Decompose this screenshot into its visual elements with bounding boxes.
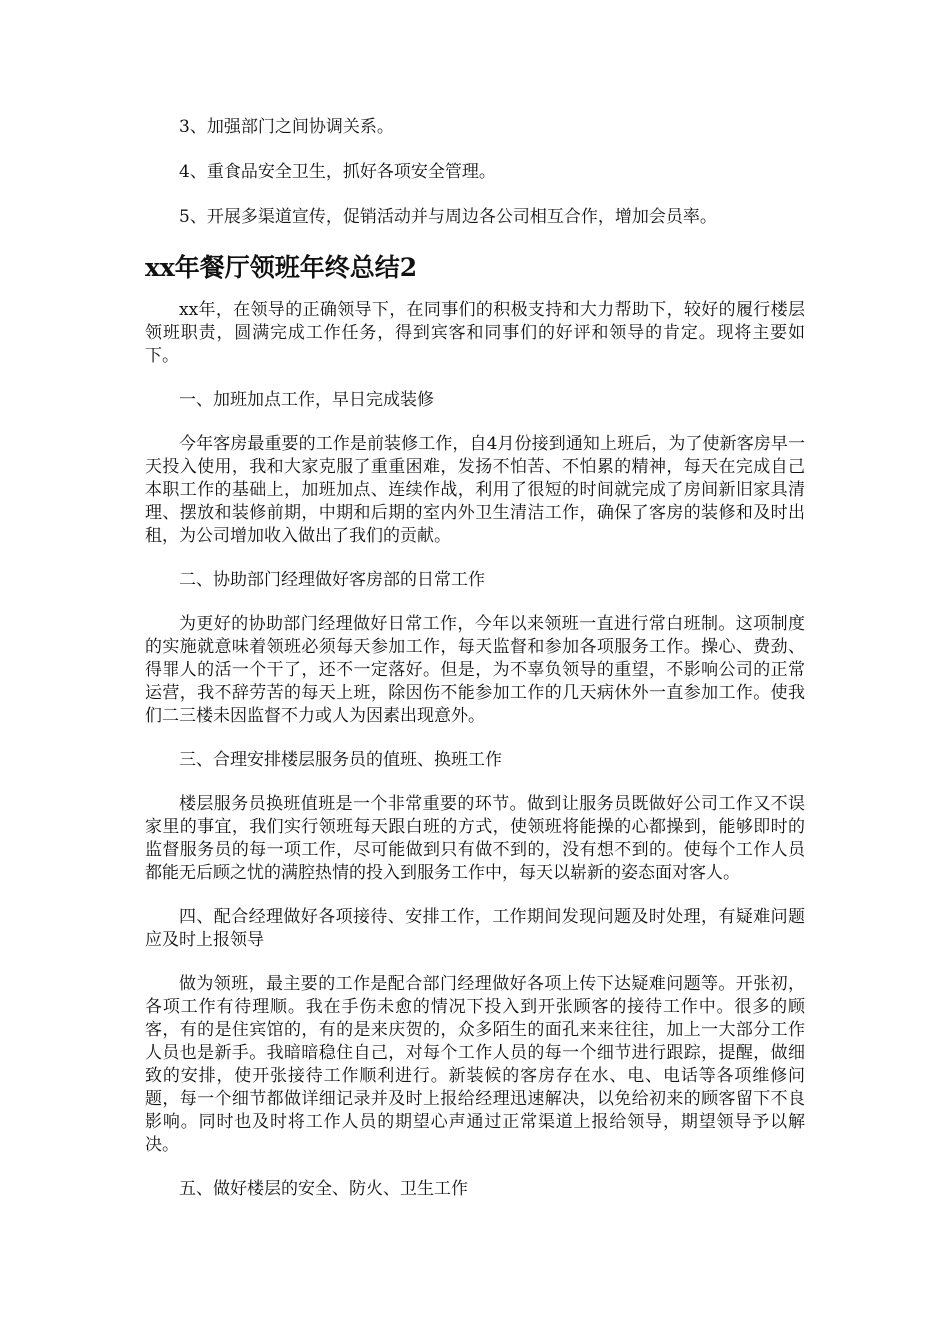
- section-body: 楼层服务员换班值班是一个非常重要的环节。做到让服务员既做好公司工作又不误家里的事宜，我们实行领班每天跟白班的方式，使领班将能操的心都操到，能够即时的监督服务员的每一项工作，尽可能做到只有做不到的，没有想不到的。使每个工作人员都能无后顾之忧的满腔热情的投入到服务工作中，每天以崭新的姿态面对客人。: [145, 794, 805, 883]
- section-body: 今年客房最重要的工作是前装修工作，自4月份接到通知上班后，为了使新客房早一天投入使用，我和大家克服了重重困难，发扬不怕苦、不怕累的精神，每天在完成自己本职工作的基础上，加班加点、连续作战，利用了很短的时间就完成了房间新旧家具清理、摆放和装修前期，中期和后期的室内外卫生清洁工作，确保了客房的装修和及时出租，为公司增加收入做出了我们的贡献。: [145, 434, 805, 546]
- section-title: 五、做好楼层的安全、防火、卫生工作: [179, 1179, 468, 1199]
- section-body: 做为领班，最主要的工作是配合部门经理做好各项上传下达疑难问题等。开张初，各项工作有待理顺。我在手伤未愈的情况下投入到开张顾客的接待工作中。很多的顾客，有的是住宾馆的，有的是来庆贺的，众多陌生的面孔来来往往，加上一大部分工作人员也是新手。我暗暗稳住自己，对每个工作人员的每一个细节进行跟踪，提醒，做细致的安排，使开张接待工作顺利进行。新装候的客房存在水、电、电话等各项维修问题，每一个细节都做详细记录并及时上报给经理迅速解决，以免给初来的顾客留下不良影响。同时也及时将工作人员的期望心声通过正常渠道上报给领导，期望领导予以解决。: [145, 974, 805, 1155]
- section-title: 三、合理安排楼层服务员的值班、换班工作: [179, 750, 502, 770]
- document-heading: xx年餐厅领班年终总结2: [145, 253, 418, 282]
- section-title: 二、协助部门经理做好客房部的日常工作: [179, 570, 485, 590]
- document-page: [145, 116, 805, 1201]
- intro-paragraph: xx年，在领导的正确领导下，在同事们的积极支持和大力帮助下，较好的履行楼层领班职责，圆满完成工作任务，得到宾客和同事们的好评和领导的肯定。现将主要如下。: [145, 300, 805, 366]
- section-title: 四、配合经理做好各项接待、安排工作，工作期间发现问题及时处理，有疑难问题应及时上报领导: [145, 907, 805, 950]
- list-item: 5、开展多渠道宣传，促销活动并与周边各公司相互合作，增加会员率。: [179, 207, 717, 227]
- section-title: 一、加班加点工作，早日完成装修: [179, 390, 434, 410]
- list-item: 4、重食品安全卫生，抓好各项安全管理。: [179, 162, 496, 182]
- section-body: 为更好的协助部门经理做好日常工作，今年以来领班一直进行常白班制。这项制度的实施就意味着领班必须每天参加工作，每天监督和参加各项服务工作。操心、费劲、得罪人的活一个干了，还不一定落好。但是，为不辜负领导的重望，不影响公司的正常运营，我不辞劳苦的每天上班，除因伤不能参加工作的几天病休外一直参加工作。使我们二三楼未因监督不力或人为因素出现意外。: [145, 614, 805, 726]
- list-item: 3、加强部门之间协调关系。: [179, 117, 394, 137]
